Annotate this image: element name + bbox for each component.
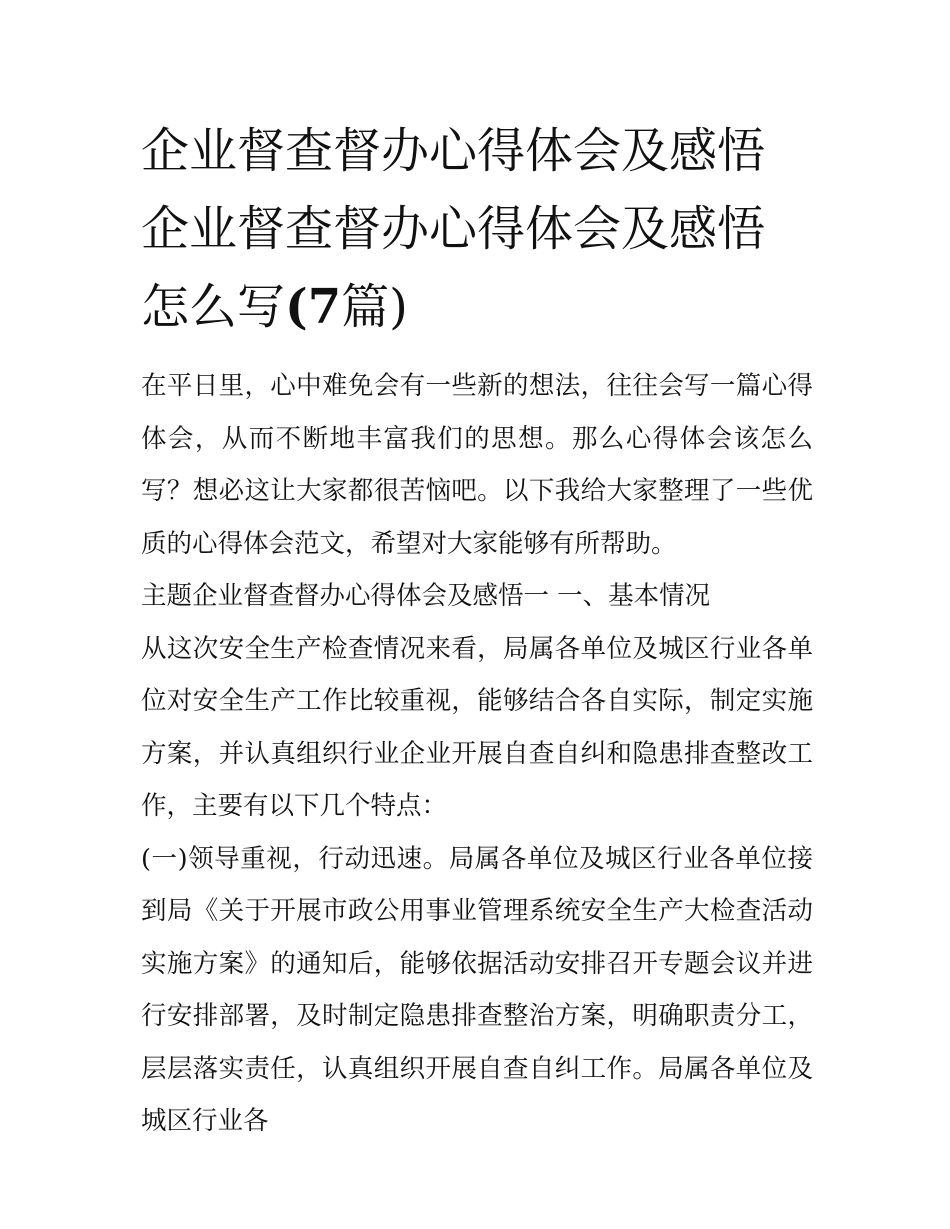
document-title	[141, 112, 813, 346]
document-content	[141, 112, 813, 1148]
body-paragraph: (一)领导重视，行动迅速。局属各单位及城区行业各单位接到局《关于开展市政公用事业管理系统安全生产大检查活动实施方案》的通知后，能够依据活动安排召开专题会议并进行安排部署，及时制定隐患排查整治方案，明确职责分工，层层落实责任，认真组织开展自查自纠工作。局属各单位及城区行业各	[141, 843, 813, 1136]
title-line-3-number: (7	[285, 279, 342, 335]
title-line-2: 企业督查督办心得体会及感悟	[141, 201, 766, 257]
title-line-3-suffix: 篇)	[341, 279, 408, 335]
intro-paragraph: 在平日里，心中难免会有一些新的想法，往往会写一篇心得体会，从而不断地丰富我们的思想。那么心得体会该怎么写？想必这让大家都很苦恼吧。以下我给大家整理了一些优质的心得体会范文，希望对大家能够有所帮助。	[141, 371, 813, 559]
body-paragraph: 从这次安全生产检查情况来看，局属各单位及城区行业各单位对安全生产工作比较重视，能够结合各自实际，制定实施方案，并认真组织行业企业开展自查自纠和隐患排查整改工作，主要有以下几个特点：	[141, 633, 813, 821]
section-heading: 主题企业督查督办心得体会及感悟一 一、基本情况	[141, 581, 711, 611]
title-line-1: 企业督查督办心得体会及感悟	[141, 123, 766, 179]
title-line-3-prefix: 怎么写	[141, 279, 286, 335]
